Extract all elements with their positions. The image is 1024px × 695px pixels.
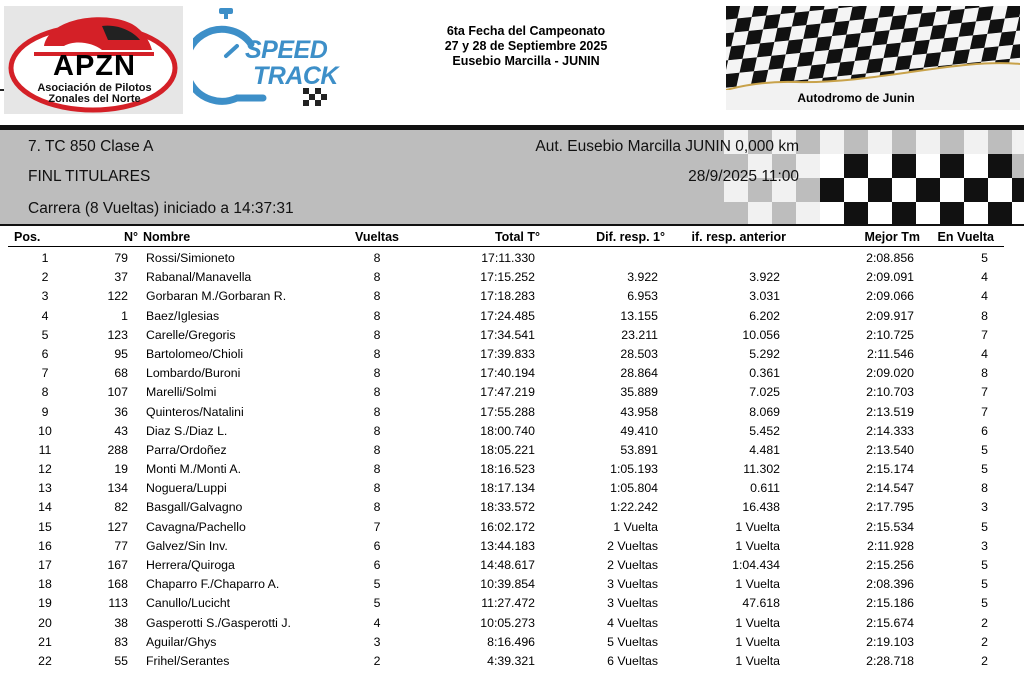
table-row [0,614,1024,633]
cell-name: Gorbaran M./Gorbaran R. [146,289,287,304]
cell-pos: 9 [41,404,49,419]
cell-total-time: 18:00.740 [480,423,535,438]
cell-laps: 8 [373,385,381,400]
cell-laps: 5 [373,596,381,611]
cell-on-lap: 8 [981,481,988,496]
cell-num: 122 [107,289,128,304]
apzn-acronym: APZN [53,50,136,82]
cell-on-lap: 4 [981,346,988,361]
cell-pos: 22 [38,653,52,668]
cell-diff-prev: 3.031 [749,289,780,304]
cell-pos: 6 [41,346,49,361]
cell-diff-first: 49.410 [620,423,658,438]
cell-name: Aguilar/Ghys [146,634,217,649]
cell-name: Basgall/Galvagno [146,500,243,515]
cell-num: 1 [121,308,128,323]
cell-on-lap: 5 [981,596,988,611]
cell-pos: 8 [41,385,49,400]
cell-on-lap: 5 [981,519,988,534]
cell-best-lap: 2:09.020 [866,366,914,381]
cell-laps: 2 [373,653,381,668]
cell-diff-prev: 1 Vuelta [735,519,780,534]
cell-name: Bartolomeo/Chioli [146,346,244,361]
cell-laps: 8 [373,346,381,361]
col-header-num: N° [123,230,138,244]
speedtrack-logo [193,6,338,110]
cell-best-lap: 2:08.396 [866,577,914,592]
table-row [0,518,1024,537]
venue-info: Aut. Eusebio Marcilla JUNIN 0,000 km [535,138,799,155]
cell-diff-prev: 1:04.434 [732,558,780,572]
cell-diff-prev: 0.611 [750,481,780,496]
cell-best-lap: 2:17.795 [866,500,914,515]
cell-laps: 8 [373,289,381,304]
cell-diff-first: 5 Vueltas [607,634,658,649]
cell-name: Galvez/Sin Inv. [146,538,228,553]
cell-laps: 8 [373,481,381,496]
cell-laps: 8 [373,500,381,515]
session-title: FINL TITULARES [28,168,151,185]
cell-on-lap: 7 [981,385,988,400]
cell-pos: 17 [38,558,52,572]
cell-num: 95 [114,346,128,361]
cell-diff-prev: 1 Vuelta [735,634,780,649]
col-header-diff-prev: if. resp. anterior [691,230,786,244]
cell-name: Canullo/Lucicht [146,596,231,611]
cell-on-lap: 5 [981,462,988,477]
col-header-laps: Vueltas [354,230,399,244]
cell-diff-prev: 1 Vuelta [735,653,780,668]
cell-best-lap: 2:09.917 [866,308,914,323]
table-header [0,228,1024,249]
checkered-flag-icon [726,6,1020,90]
cell-laps: 5 [373,577,381,592]
cell-diff-prev: 1 Vuelta [735,538,780,553]
cell-name: Carelle/Gregoris [146,327,236,342]
table-row [0,383,1024,402]
cell-pos: 21 [38,634,52,649]
cell-on-lap: 5 [981,558,988,572]
cell-diff-first: 1:22.242 [610,500,658,515]
cell-num: 38 [114,615,128,630]
cell-on-lap: 2 [981,615,988,630]
cell-best-lap: 2:11.546 [867,346,914,361]
cell-pos: 20 [38,615,52,630]
table-row [0,460,1024,479]
cell-diff-prev: 7.025 [749,385,780,400]
cell-diff-prev: 1 Vuelta [735,615,780,630]
cell-diff-prev: 3.922 [749,270,780,285]
cell-pos: 11 [38,442,52,457]
cell-total-time: 17:47.219 [480,385,535,400]
cell-diff-prev: 8.069 [749,404,780,419]
cell-pos: 12 [38,462,52,477]
cell-laps: 4 [373,615,381,630]
cell-diff-prev: 47.618 [742,596,780,611]
col-header-name: Nombre [143,230,191,244]
cell-pos: 3 [41,289,49,304]
event-venue: Eusebio Marcilla - JUNIN [452,54,600,68]
cell-diff-prev: 10.056 [742,327,780,342]
cell-diff-first: 3 Vueltas [607,596,658,611]
cell-num: 43 [114,423,128,438]
col-header-pos: Pos. [14,230,41,244]
cell-name: Noguera/Luppi [146,481,227,496]
cell-total-time: 10:39.854 [480,577,535,592]
cell-total-time: 18:33.572 [480,500,535,515]
cell-name: Lombardo/Buroni [146,366,241,381]
cell-num: 36 [114,404,128,419]
table-row [0,403,1024,422]
cell-name: Parra/Ordoñez [146,442,227,457]
cell-on-lap: 5 [981,251,988,265]
cell-diff-first: 3.922 [627,270,658,285]
cell-on-lap: 7 [981,404,988,419]
cell-on-lap: 3 [981,538,988,553]
cell-total-time: 11:27.472 [481,596,535,611]
speedtrack-word-speed: SPEED [245,36,328,64]
col-header-diff-first: Dif. resp. 1° [596,230,665,244]
table-row [0,422,1024,441]
cell-num: 19 [114,462,128,477]
cell-on-lap: 2 [981,634,988,649]
cell-name: Monti M./Monti A. [146,462,241,477]
apzn-full-name [12,83,177,105]
cell-on-lap: 4 [981,270,988,285]
cell-total-time: 13:44.183 [480,538,535,553]
cell-name: Rossi/Simioneto [146,251,235,265]
cell-on-lap: 8 [981,366,988,381]
table-row [0,441,1024,460]
cell-num: 77 [114,538,128,553]
cell-num: 37 [114,270,128,285]
cell-num: 113 [108,596,128,611]
event-dates: 27 y 28 de Septiembre 2025 [444,39,608,53]
cell-num: 82 [114,500,128,515]
cell-total-time: 17:18.283 [480,289,535,304]
cell-best-lap: 2:09.066 [866,289,914,304]
cell-diff-first: 6.953 [627,289,658,304]
report-header [0,0,1024,122]
table-body [0,249,1024,671]
cell-diff-first: 53.891 [620,442,658,457]
table-row [0,633,1024,652]
cell-num: 83 [114,634,128,649]
cell-diff-first: 35.889 [620,385,658,400]
col-header-total: Total T° [494,230,540,244]
speedtrack-word-track: TRACK [253,62,338,90]
cell-pos: 7 [41,366,49,381]
cell-pos: 2 [41,270,49,285]
cell-diff-first: 13.155 [620,308,658,323]
apzn-name-line1: Asociación de Pilotos [37,82,152,94]
cell-laps: 8 [373,366,381,381]
cell-name: Frihel/Serantes [146,653,230,668]
cell-on-lap: 2 [981,653,988,668]
table-row [0,364,1024,383]
cell-name: Marelli/Solmi [146,385,217,400]
event-info [400,24,652,69]
cell-total-time: 17:39.833 [480,346,535,361]
cell-num: 168 [107,577,128,592]
cell-total-time: 16:02.172 [480,519,535,534]
event-title: 6ta Fecha del Campeonato [446,24,606,38]
cell-diff-prev: 4.481 [749,442,780,457]
cell-diff-first: 2 Vueltas [607,558,658,572]
cell-diff-first: 23.211 [621,327,658,342]
cell-best-lap: 2:15.256 [866,558,914,572]
track-label: Autodromo de Junin [797,91,915,105]
table-row [0,479,1024,498]
checkered-flag-banner [726,6,1020,110]
cell-best-lap: 2:08.856 [866,251,914,265]
cell-best-lap: 2:28.718 [866,653,914,668]
cell-num: 107 [107,385,128,400]
cell-diff-first: 3 Vueltas [607,577,658,592]
cell-total-time: 4:39.321 [487,653,535,668]
cell-laps: 7 [373,519,381,534]
cell-diff-first: 1 Vuelta [613,519,658,534]
cell-num: 127 [107,519,128,534]
cell-name: Rabanal/Manavella [146,270,252,285]
cell-name: Quinteros/Natalini [146,404,244,419]
cell-on-lap: 5 [981,577,988,592]
cell-pos: 14 [38,500,52,515]
cell-on-lap: 6 [981,423,988,438]
cell-best-lap: 2:10.703 [866,385,914,400]
cell-pos: 1 [41,251,49,265]
cell-laps: 6 [373,538,381,553]
cell-total-time: 17:24.485 [480,308,535,323]
cell-total-time: 17:34.541 [480,327,535,342]
results-table [0,228,1024,671]
cell-laps: 8 [373,251,381,265]
cell-diff-prev: 16.438 [742,500,780,515]
cell-name: Cavagna/Pachello [146,519,246,534]
cell-pos: 18 [38,577,52,592]
cell-total-time: 14:48.617 [480,558,535,572]
table-row [0,287,1024,306]
cell-num: 288 [107,442,128,457]
col-header-best: Mejor Tm [864,230,920,244]
cell-on-lap: 4 [981,289,988,304]
cell-diff-prev: 11.302 [743,462,780,477]
cell-diff-first: 1:05.193 [610,462,658,477]
cell-total-time: 18:17.134 [480,481,535,496]
cell-pos: 5 [41,327,49,342]
cell-diff-first: 28.864 [620,366,658,381]
table-row [0,575,1024,594]
cell-diff-prev: 1 Vuelta [735,577,780,592]
cell-pos: 10 [38,423,52,438]
table-row [0,556,1024,575]
table-row [0,652,1024,671]
cell-num: 55 [114,653,128,668]
table-row [0,326,1024,345]
session-band [0,125,1024,226]
table-row [0,594,1024,613]
cell-best-lap: 2:19.103 [866,634,914,649]
cell-name: Herrera/Quiroga [146,558,235,572]
cell-num: 167 [107,558,128,572]
cell-total-time: 17:55.288 [480,404,535,419]
table-row [0,249,1024,268]
cell-diff-first: 43.958 [620,404,658,419]
cell-best-lap: 2:09.091 [866,270,914,285]
cell-name: Gasperotti S./Gasperotti J. [146,615,291,630]
cell-best-lap: 2:15.186 [866,596,914,611]
cell-diff-first: 1:05.804 [610,481,658,496]
cell-best-lap: 2:15.534 [866,519,914,534]
cell-laps: 8 [373,404,381,419]
session-datetime: 28/9/2025 11:00 [688,168,799,185]
cell-best-lap: 2:14.547 [866,481,914,496]
cell-laps: 8 [373,308,381,323]
table-row [0,307,1024,326]
apzn-logo [4,6,183,114]
apzn-name-line2: Zonales del Norte [48,93,141,105]
table-row [0,268,1024,287]
cell-diff-first: 2 Vueltas [607,538,658,553]
cell-diff-first: 6 Vueltas [607,653,658,668]
cell-diff-first: 4 Vueltas [607,615,658,630]
table-row [0,345,1024,364]
cell-laps: 8 [373,462,381,477]
race-start-info: Carrera (8 Vueltas) iniciado a 14:37:31 [28,200,294,217]
cell-pos: 4 [41,308,49,323]
cell-laps: 3 [373,634,381,649]
cell-total-time: 18:05.221 [480,442,535,457]
cell-laps: 8 [373,442,381,457]
col-header-on-lap: En Vuelta [937,230,994,244]
cell-total-time: 17:11.330 [481,251,535,265]
cell-num: 79 [114,251,128,265]
cell-name: Baez/Iglesias [146,308,220,323]
cell-best-lap: 2:10.725 [866,327,914,342]
cell-total-time: 17:40.194 [480,366,535,381]
cell-best-lap: 2:13.540 [866,442,914,457]
cell-best-lap: 2:13.519 [866,404,914,419]
cell-pos: 16 [38,538,52,553]
cell-laps: 8 [373,423,381,438]
cell-diff-prev: 0.361 [749,366,780,381]
cell-best-lap: 2:15.674 [866,615,914,630]
cell-diff-prev: 5.292 [749,346,780,361]
cell-total-time: 18:16.523 [480,462,535,477]
cell-num: 123 [107,327,128,342]
cell-diff-prev: 5.452 [749,423,780,438]
cell-best-lap: 2:11.928 [867,538,914,553]
cell-on-lap: 3 [981,500,988,515]
cell-best-lap: 2:14.333 [866,423,914,438]
cell-on-lap: 7 [981,327,988,342]
cell-laps: 8 [373,327,381,342]
cell-laps: 8 [373,270,381,285]
cell-on-lap: 5 [981,442,988,457]
cell-best-lap: 2:15.174 [866,462,914,477]
cell-total-time: 8:16.496 [487,634,535,649]
cell-name: Diaz S./Diaz L. [146,423,228,438]
table-row [0,537,1024,556]
race-class: 7. TC 850 Clase A [28,138,154,155]
cell-pos: 15 [38,519,52,534]
table-row [0,498,1024,517]
cell-diff-first: 28.503 [620,346,658,361]
cell-total-time: 10:05.273 [480,615,535,630]
cell-total-time: 17:15.252 [480,270,535,285]
cell-num: 134 [107,481,128,496]
cell-on-lap: 8 [981,308,988,323]
cell-pos: 19 [38,596,52,611]
cell-name: Chaparro F./Chaparro A. [146,577,280,592]
cell-pos: 13 [38,481,52,496]
cell-num: 68 [114,366,128,381]
cell-laps: 6 [373,558,381,572]
cell-diff-prev: 6.202 [749,308,780,323]
